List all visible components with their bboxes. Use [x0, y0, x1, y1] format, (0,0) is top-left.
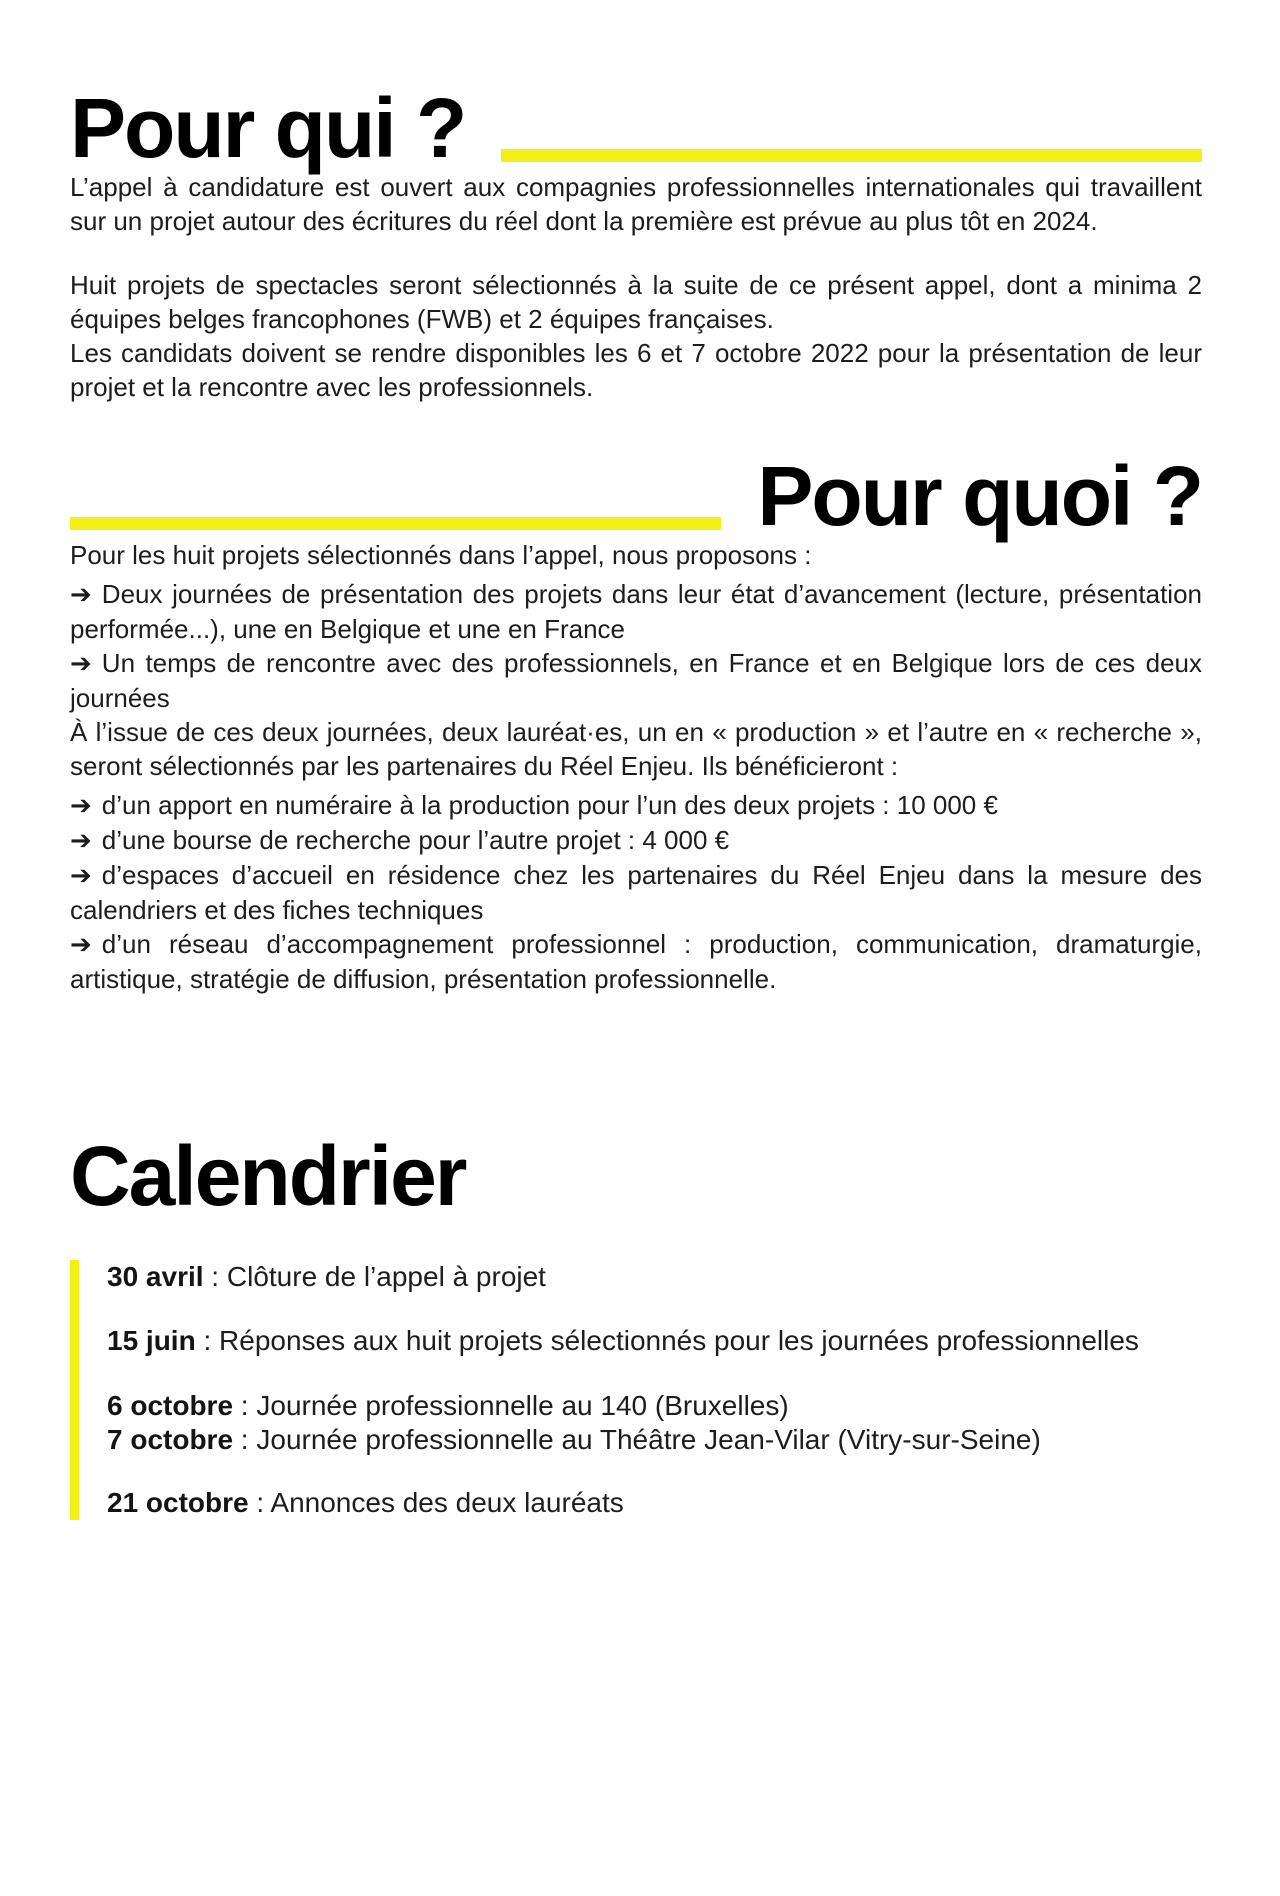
arrow-right-icon: ➔	[70, 930, 92, 960]
section-title-pour-qui: Pour qui ?	[70, 81, 466, 175]
section-header-pour-qui	[70, 81, 1202, 175]
event-separator: :	[233, 1390, 257, 1421]
bullet-list-benefices	[70, 788, 1202, 996]
calendar-event	[107, 1260, 1202, 1294]
arrow-right-icon: ➔	[70, 826, 92, 856]
event-description: Annonces des deux lauréats	[270, 1487, 624, 1518]
event-separator: :	[248, 1487, 271, 1518]
bullet-list-journees	[70, 577, 1202, 715]
calendar-event	[107, 1486, 1202, 1520]
paragraph-group-selection	[70, 268, 1202, 404]
event-date: 6 octobre	[107, 1390, 234, 1421]
section-header-pour-quoi	[70, 449, 1202, 543]
bullet-item	[70, 927, 1202, 996]
arrow-right-icon: ➔	[70, 649, 92, 679]
bullet-text: d’une bourse de recherche pour l’autre projet : 4 000 €	[101, 825, 730, 855]
paragraph-candidats: Les candidats doivent se rendre disponibles les 6 et 7 octobre 2022 pour la présentation de leur projet et la rencontre avec les professionnels.	[70, 338, 1202, 402]
document-page	[0, 81, 1280, 1896]
event-description: Clôture de l’appel à projet	[226, 1261, 546, 1292]
event-separator: :	[233, 1424, 257, 1455]
bullet-item	[70, 577, 1202, 646]
yellow-rule	[70, 517, 721, 530]
bullet-text: d’espaces d’accueil en résidence chez les partenaires du Réel Enjeu dans la mesure des calendriers et des fiches techniques	[70, 860, 1202, 925]
event-description: Réponses aux huit projets sélectionnés pour les journées professionnelles	[219, 1325, 1139, 1356]
arrow-right-icon: ➔	[70, 791, 92, 821]
paragraph-huit-projets: Huit projets de spectacles seront sélectionnés à la suite de ce présent appel, dont a minima 2 équipes belges francophones (FWB) et 2 équipes françaises.	[70, 270, 1202, 334]
bullet-text: Un temps de rencontre avec des professionnels, en France et en Belgique lors de ces deux journées	[70, 648, 1202, 713]
bullet-text: d’un apport en numéraire à la production pour l’un des deux projets : 10 000 €	[101, 790, 998, 820]
section-title-pour-quoi: Pour quoi ?	[757, 449, 1202, 543]
arrow-right-icon: ➔	[70, 580, 92, 610]
event-description: Journée professionnelle au 140 (Bruxelles)	[256, 1390, 789, 1421]
bullet-item	[70, 858, 1202, 927]
event-date: 30 avril	[107, 1261, 204, 1292]
bullet-text: Deux journées de présentation des projets dans leur état d’avancement (lecture, présentation performée...), une en Belgique et une en France	[70, 579, 1202, 644]
event-date: 15 juin	[107, 1325, 196, 1356]
event-description: Journée professionnelle au Théâtre Jean-Vilar (Vitry-sur-Seine)	[256, 1424, 1041, 1455]
calendar-timeline	[70, 1260, 1202, 1520]
bullet-item	[70, 823, 1202, 858]
event-separator: :	[195, 1325, 220, 1356]
bullet-item	[70, 646, 1202, 715]
arrow-right-icon: ➔	[70, 861, 92, 891]
calendar-event	[107, 1389, 1202, 1423]
paragraph-laureats: À l’issue de ces deux journées, deux lauréat·es, un en « production » et l’autre en « recherche », seront sélectionnés par les partenaires du Réel Enjeu. Ils bénéficieront :	[70, 717, 1202, 781]
bullet-text: d’un réseau d’accompagnement professionnel : production, communication, dramaturgie, artistique, stratégie de diffusion, présentation professionnelle.	[70, 929, 1202, 994]
event-date: 21 octobre	[107, 1487, 249, 1518]
event-date: 7 octobre	[107, 1424, 234, 1455]
event-separator: :	[203, 1261, 227, 1292]
section-title-calendrier: Calendrier	[70, 1129, 466, 1223]
bullet-item	[70, 788, 1202, 823]
paragraph-intro-proposons: Pour les huit projets sélectionnés dans l’appel, nous proposons :	[70, 540, 812, 570]
calendar-event	[107, 1324, 1202, 1358]
paragraph-appel: L’appel à candidature est ouvert aux compagnies professionnelles internationales qui travaillent sur un projet autour des écritures du réel dont la première est prévue au plus tôt en 2024.	[70, 172, 1202, 236]
calendar-event	[107, 1423, 1202, 1457]
yellow-rule	[501, 149, 1202, 162]
